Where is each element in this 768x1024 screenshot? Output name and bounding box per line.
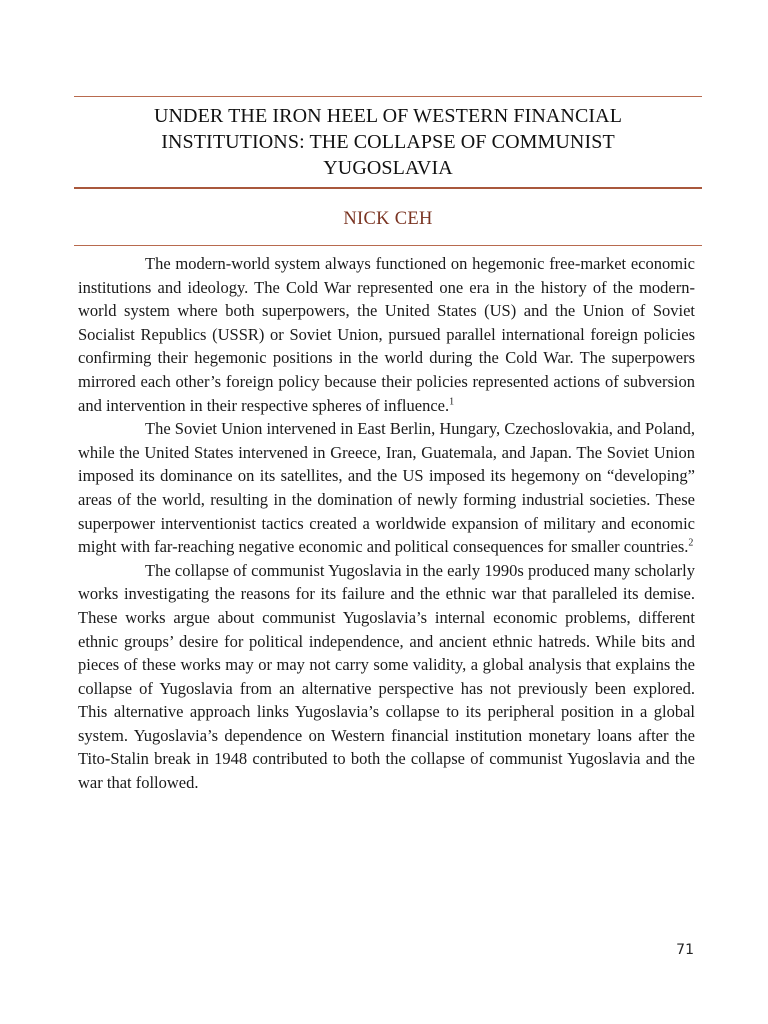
title-bottom-rule bbox=[74, 187, 702, 189]
paragraph-text: The collapse of communist Yugoslavia in the early 1990s produced many scholarly works investigating the reasons for its failure and the ethnic war that paralleled its demise. These works argue about communist Yugoslavia’s internal economic problems, different ethnic groups’ desire for political independence, and ancient ethnic hatreds. While bits and pieces of these works may or may not carry some validity, a global analysis that explains the collapse of Yugoslavia from an alternative perspective has not previously been explored. This alternative approach links Yugoslavia’s collapse to its peripheral position in a global system. Yugoslavia’s dependence on Western financial institution monetary loans after the Tito-Stalin break in 1948 contributed to both the collapse of communist Yugoslavia and the war that followed. bbox=[78, 560, 695, 793]
footnote-marker[interactable]: 2 bbox=[688, 537, 694, 549]
article-title bbox=[74, 103, 702, 181]
title-line: INSTITUTIONS: THE COLLAPSE OF COMMUNIST bbox=[161, 131, 615, 153]
page-number: 71 bbox=[676, 942, 694, 958]
paragraph-text: The modern-world system always functioned on hegemonic free-market economic institutions and ideology. The Cold War represented one era in the history of the modern-world system where both superpowers, the United States (US) and the Union of Soviet Socialist Republics (USSR) or Soviet Union, pursued parallel international foreign policies confirming their hegemonic positions in the world during the Cold War. The superpowers mirrored each other’s foreign policy because their policies represented actions of subversion and intervention in their respective spheres of influence. bbox=[78, 254, 695, 415]
footnote-marker[interactable]: 1 bbox=[449, 396, 455, 408]
body-paragraph bbox=[78, 559, 695, 795]
title-top-rule bbox=[74, 96, 702, 97]
author-name: NICK CEH bbox=[343, 209, 433, 229]
title-line: YUGOSLAVIA bbox=[323, 157, 453, 179]
body-paragraph bbox=[78, 252, 695, 417]
paragraph-text: The Soviet Union intervened in East Berlin, Hungary, Czechoslovakia, and Poland, while the United States intervened in Greece, Iran, Guatemala, and Japan. The Soviet Union imposed its dominance on its satellites, and the US imposed its hegemony on “developing” areas of the world, resulting in the domination of newly forming industrial societies. These superpower interventionist tactics created a worldwide expansion of military and economic might with far-reaching negative economic and political consequences for smaller countries. bbox=[78, 419, 695, 557]
title-line: UNDER THE IRON HEEL OF WESTERN FINANCIAL bbox=[153, 105, 623, 127]
body-paragraph bbox=[78, 417, 695, 559]
article-body bbox=[78, 252, 695, 795]
author-bottom-rule bbox=[74, 245, 702, 246]
